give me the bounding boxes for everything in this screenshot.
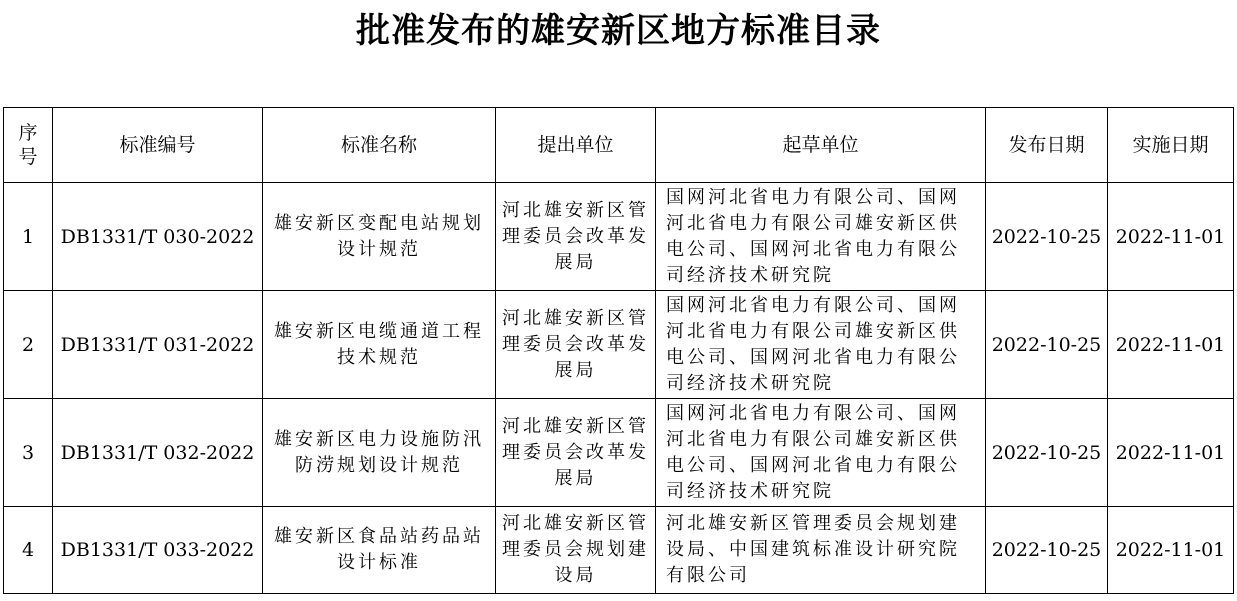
page-title: 批准发布的雄安新区地方标准目录 bbox=[356, 11, 881, 51]
row-release-date: 2022-10-25 bbox=[986, 399, 1108, 507]
row-release-date: 2022-10-25 bbox=[986, 291, 1108, 399]
row-seq: 3 bbox=[4, 399, 53, 507]
header-code: 标准编号 bbox=[53, 108, 263, 183]
row-standard-code: DB1331/T 031-2022 bbox=[53, 291, 263, 399]
table-row bbox=[4, 183, 1234, 291]
header-name: 标准名称 bbox=[263, 108, 496, 183]
header-drafter: 起草单位 bbox=[656, 108, 986, 183]
row-seq: 4 bbox=[4, 507, 53, 594]
row-effective-date: 2022-11-01 bbox=[1108, 507, 1234, 594]
row-drafter: 国网河北省电力有限公司、国网河北省电力有限公司雄安新区供电公司、国网河北省电力有限公司经济技术研究院 bbox=[656, 291, 986, 399]
table-row bbox=[4, 291, 1234, 399]
header-seq: 序号 bbox=[4, 108, 53, 183]
row-standard-name: 雄安新区食品站药品站设计标准 bbox=[263, 507, 496, 594]
row-release-date: 2022-10-25 bbox=[986, 183, 1108, 291]
header-proposer: 提出单位 bbox=[496, 108, 656, 183]
row-drafter: 国网河北省电力有限公司、国网河北省电力有限公司雄安新区供电公司、国网河北省电力有限公司经济技术研究院 bbox=[656, 183, 986, 291]
row-effective-date: 2022-11-01 bbox=[1108, 399, 1234, 507]
row-drafter: 河北雄安新区管理委员会规划建设局、中国建筑标准设计研究院有限公司 bbox=[656, 507, 986, 594]
row-effective-date: 2022-11-01 bbox=[1108, 291, 1234, 399]
standards-table bbox=[3, 107, 1234, 594]
table-row bbox=[4, 399, 1234, 507]
row-standard-code: DB1331/T 032-2022 bbox=[53, 399, 263, 507]
row-standard-code: DB1331/T 030-2022 bbox=[53, 183, 263, 291]
table-header-row bbox=[4, 108, 1234, 183]
row-proposer: 河北雄安新区管理委员会规划建设局 bbox=[496, 507, 656, 594]
header-release-date: 发布日期 bbox=[986, 108, 1108, 183]
row-standard-name: 雄安新区电缆通道工程技术规范 bbox=[263, 291, 496, 399]
row-proposer: 河北雄安新区管理委员会改革发展局 bbox=[496, 291, 656, 399]
row-standard-name: 雄安新区电力设施防汛防涝规划设计规范 bbox=[263, 399, 496, 507]
row-proposer: 河北雄安新区管理委员会改革发展局 bbox=[496, 399, 656, 507]
row-drafter: 国网河北省电力有限公司、国网河北省电力有限公司雄安新区供电公司、国网河北省电力有限公司经济技术研究院 bbox=[656, 399, 986, 507]
header-effective-date: 实施日期 bbox=[1108, 108, 1234, 183]
row-proposer: 河北雄安新区管理委员会改革发展局 bbox=[496, 183, 656, 291]
table-row bbox=[4, 507, 1234, 594]
row-standard-name: 雄安新区变配电站规划设计规范 bbox=[263, 183, 496, 291]
row-effective-date: 2022-11-01 bbox=[1108, 183, 1234, 291]
row-seq: 1 bbox=[4, 183, 53, 291]
row-release-date: 2022-10-25 bbox=[986, 507, 1108, 594]
row-seq: 2 bbox=[4, 291, 53, 399]
row-standard-code: DB1331/T 033-2022 bbox=[53, 507, 263, 594]
